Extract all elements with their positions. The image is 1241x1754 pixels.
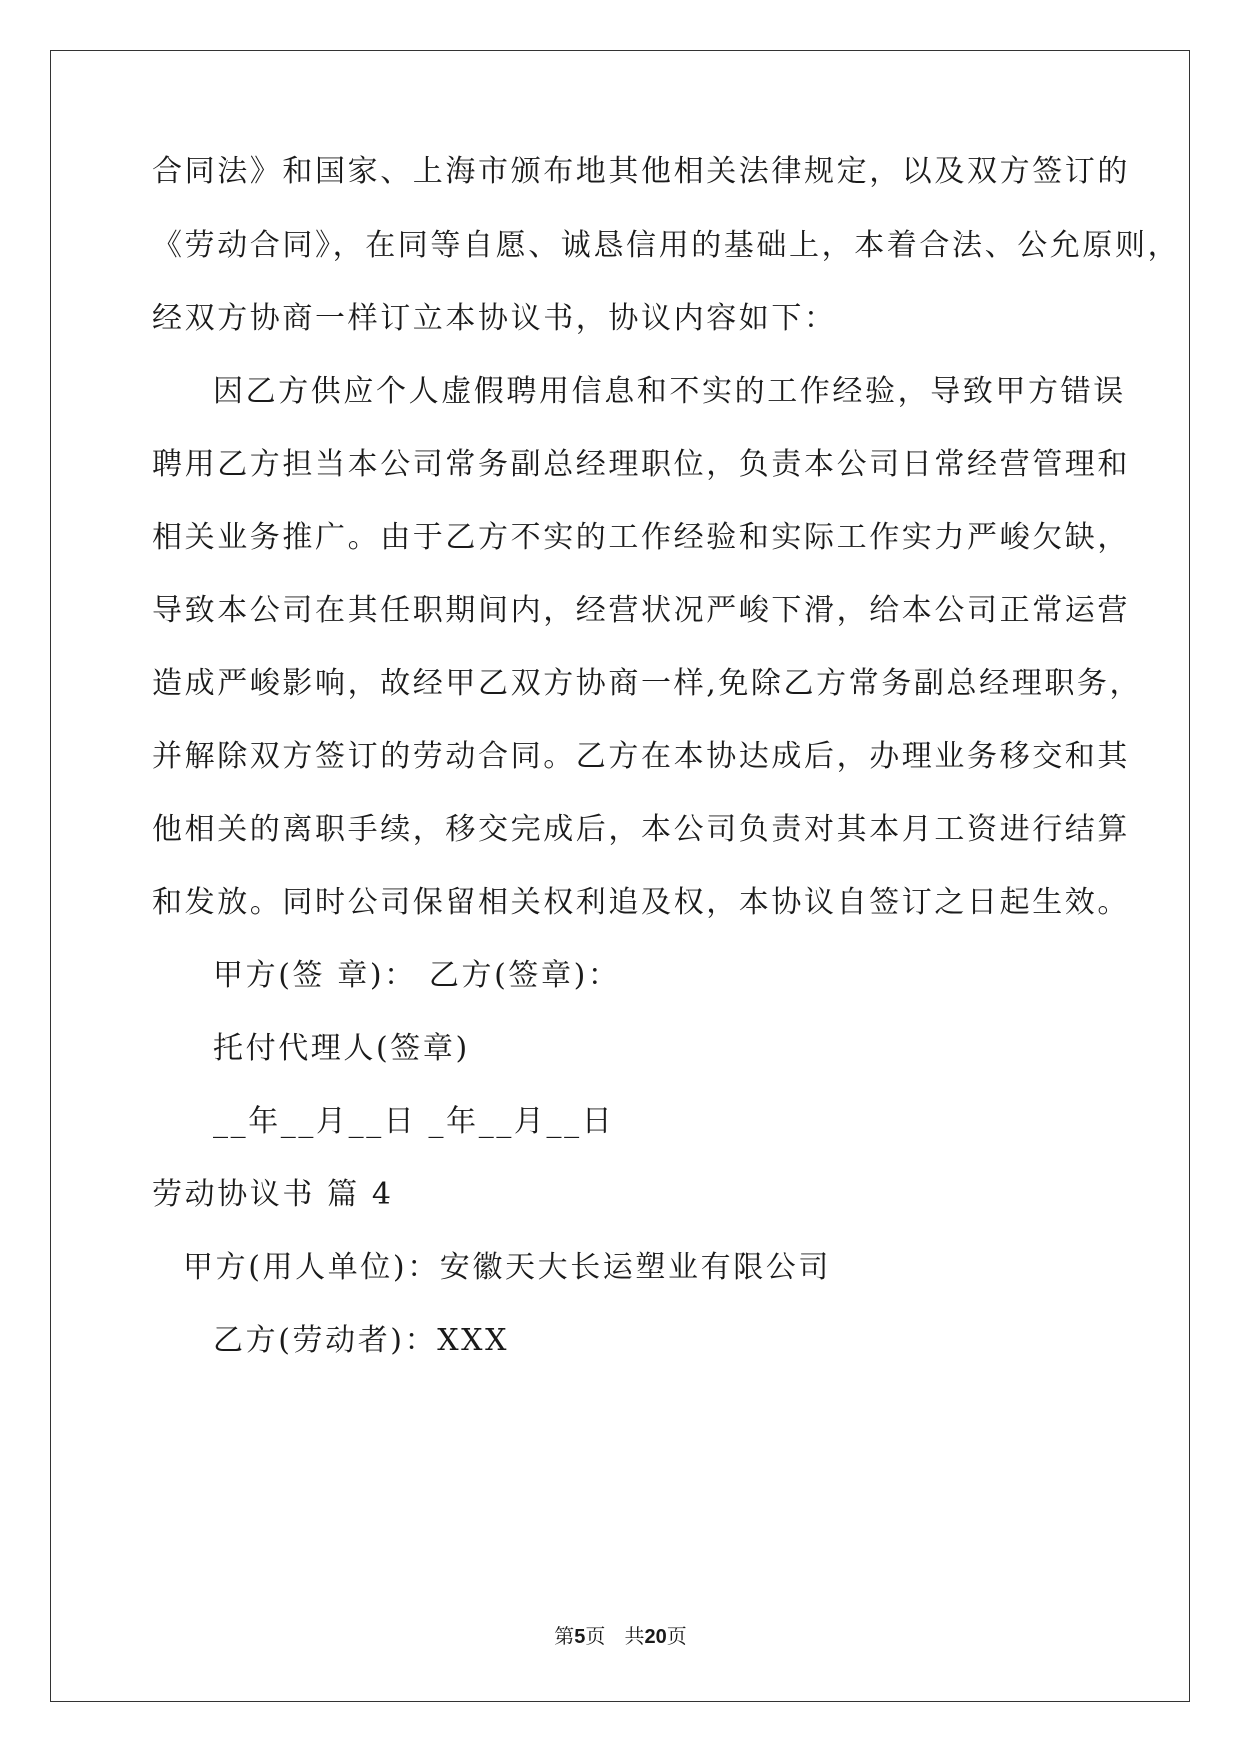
footer-prefix: 第: [554, 1624, 575, 1648]
paragraph-line: 造成严峻影响，故经甲乙双方协商一样,免除乙方常务副总经理职务，: [152, 666, 1143, 701]
page-footer: [0, 1624, 1241, 1649]
paragraph-line: 和发放。同时公司保留相关权利追及权，本协议自签订之日起生效。: [152, 885, 1130, 920]
paragraph-line: 《劳动合同》，在同等自愿、诚恳信用的基础上，本着合法、公允原则，: [152, 228, 1181, 263]
paragraph-line: 合同法》和国家、上海市颁布地其他相关法律规定，以及双方签订的: [152, 154, 1130, 189]
paragraph-line: 聘用乙方担当本公司常务副总经理职位，负责本公司日常经营管理和: [152, 447, 1130, 482]
footer-total-pages: 20: [644, 1626, 667, 1648]
section-heading: 劳动协议书 篇 4: [152, 1177, 394, 1212]
footer-page-number: 5: [574, 1626, 586, 1648]
paragraph-line: 导致本公司在其任职期间内，经营状况严峻下滑，给本公司正常运营: [152, 593, 1130, 628]
paragraph-line: 相关业务推广。由于乙方不实的工作经验和实际工作实力严峻欠缺，: [152, 520, 1130, 555]
agent-signature-line: 托付代理人(签章): [213, 1031, 470, 1066]
signature-line: 甲方(签 章)： 乙方(签章)：: [213, 958, 621, 993]
paragraph-line: 经双方协商一样订立本协议书，协议内容如下：: [152, 301, 837, 336]
date-line: __年__月__日 _年__月__日: [213, 1104, 615, 1139]
footer-mid: 页 共: [585, 1624, 645, 1648]
paragraph-line: 因乙方供应个人虚假聘用信息和不实的工作经验，导致甲方错误: [213, 374, 1126, 409]
party-b-line: 乙方(劳动者)：XXX: [213, 1323, 510, 1358]
paragraph-line: 他相关的离职手续，移交完成后，本公司负责对其本月工资进行结算: [152, 812, 1130, 847]
footer-suffix: 页: [666, 1624, 687, 1648]
paragraph-line: 并解除双方签订的劳动合同。乙方在本协达成后，办理业务移交和其: [152, 739, 1130, 774]
party-a-line: 甲方(用人单位)：安徽天大长运塑业有限公司: [183, 1250, 832, 1285]
page-border: [50, 50, 1190, 1702]
